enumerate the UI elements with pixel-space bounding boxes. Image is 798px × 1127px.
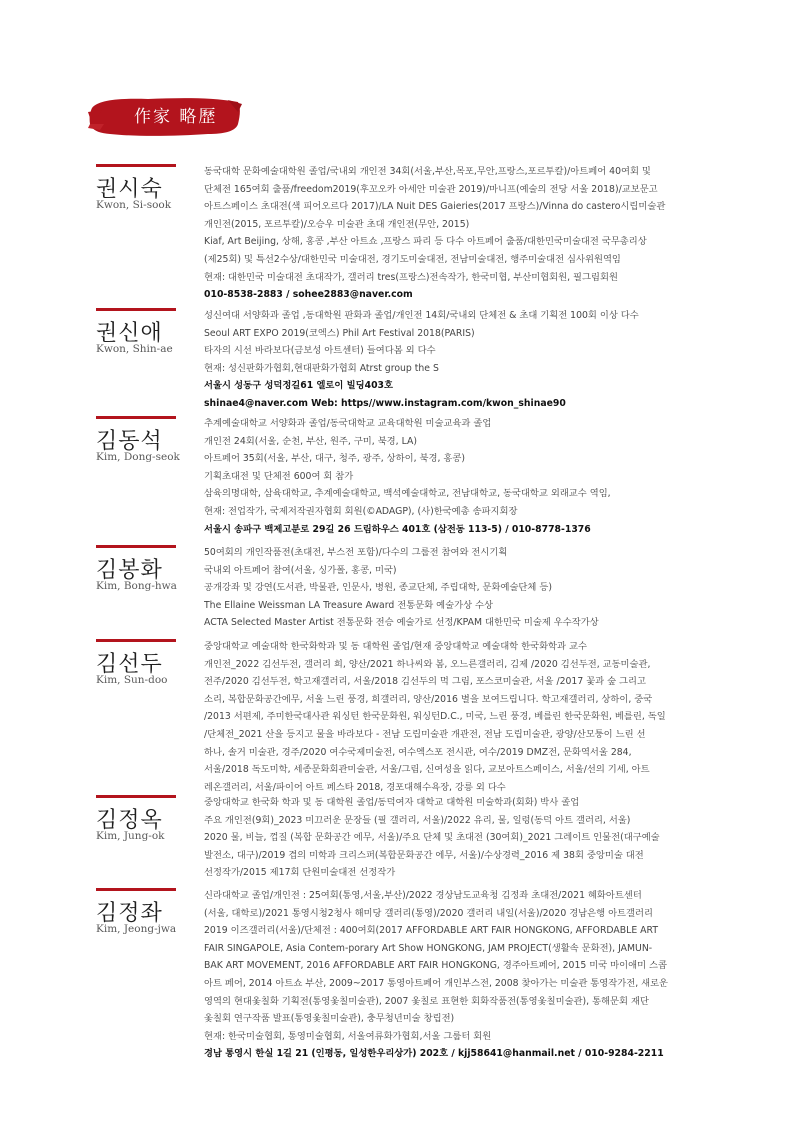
bio-line: (서울, 대학로)/2021 통영시청2청사 해미당 갤러리(통영)/2020 갤러리 내일(서울)/2020 경남은행 아트갤러리	[204, 907, 653, 919]
bio-line: 50여회의 개인작품전(초대전, 부스전 포함)/다수의 그룹전 참여와 전시기획	[204, 547, 508, 558]
bio-line: 추계예술대학교 서양화과 졸업/동국대학교 교육대학원 미술교육과 졸업	[204, 418, 492, 429]
bio-line: 중앙대학교 예술대학 한국화학과 및 동 대학원 졸업/현재 중앙대학교 예술대학 한국화학과 교수	[204, 641, 587, 652]
artist-name: 김정옥	[96, 808, 163, 833]
artist-roman-name: Kim, Bong-hwa	[96, 580, 177, 592]
bio-line: 2020 물, 비늘, 껍질 (복합 문화공간 에무, 서울)/주요 단체 및 초대전 (30여회)_2021 그레이트 인물전(대구예술	[204, 832, 660, 844]
bio-line: The Ellaine Weissman LA Treasure Award 전통문화 예술가상 수상	[204, 599, 493, 611]
address-line: 서울시 성동구 성덕정길61 엘로이 빌딩403호	[204, 380, 393, 392]
artist-roman-name: Kim, Dong-seok	[96, 451, 180, 463]
accent-rule	[96, 164, 176, 167]
bio-line: 현재: 전업작가, 국제저작권자협회 회원(©ADAGP), (사)한국예총 송파지회장	[204, 505, 518, 517]
bio-line: 소리, 복합문화공간에무, 서울 느린 풍경, 희갤러리, 양산/2016 별을 보여드립니다. 학고재갤러리, 상하이, 중국	[204, 693, 653, 705]
accent-rule	[96, 416, 176, 419]
bio-line: 2019 이즈갤러리(서울)/단체전 : 400여회(2017 AFFORDABLE ART FAIR HONGKONG, AFFORDABLE ART	[204, 925, 659, 937]
bio-line: 주요 개인전(9회)_2023 미끄러운 문장들 (필 갤러리, 서울)/2022 유리, 물, 일렁(동덕 아트 갤러리, 서울)	[204, 814, 631, 826]
bio-line: 기획초대전 및 단체전 600여 회 참가	[204, 470, 354, 482]
bio-line: ACTA Selected Master Artist 전통문화 전승 예술가로 선정/KPAM 대한민국 미술제 우수작가상	[204, 617, 599, 629]
artist-bio	[204, 794, 690, 882]
bio-line: FAIR SINGAPOLE, Asia Contem-porary Art Show HONGKONG, JAM PROJECT(생활속 문화전), JAMUN-	[204, 942, 653, 954]
bio-line: 성신여대 서양화과 졸업 ,동대학원 판화과 졸업/개인전 14회/국내외 단체전 & 초대 기획전 100회 이상 다수	[204, 310, 639, 321]
contact-line: 010-8538-2883 / sohee2883@naver.com	[204, 289, 413, 301]
bio-line: 개인전_2022 김선두전, 갤러리 희, 양산/2021 하나씨와 봄, 오느른갤러리, 김제 /2020 김선두전, 교동미술관,	[204, 658, 651, 670]
artist-bio	[204, 887, 690, 1063]
bio-line: 타자의 시선 바라보다(금보성 아트센터) 들여다봄 외 다수	[204, 345, 436, 357]
bio-line: 현재: 성신판화가협회,현대판화가협회 Atrst group the S	[204, 362, 439, 374]
bio-line: 개인전 24회(서울, 순천, 부산, 원주, 구미, 북경, LA)	[204, 435, 417, 447]
bio-line: 삼육의명대학, 삼육대학교, 추계예술대학교, 백석예술대학교, 전남대학교, 동국대학교 외래교수 역임,	[204, 488, 611, 500]
contact-line: 서울시 송파구 백제고분로 29길 26 드림하우스 401호 (삼전동 113-5) / 010-8778-1376	[204, 523, 591, 535]
contact-line: shinae4@naver.com Web: https//www.instagram.com/kwon_shinae90	[204, 397, 566, 409]
accent-rule	[96, 308, 176, 311]
banner-title: 作家 略歷	[134, 107, 218, 127]
artist-name: 김동석	[96, 429, 163, 454]
bio-line: 하나, 솔거 미술관, 경주/2020 여수국제미술전, 여수엑스포 전시관, 여수/2019 DMZ전, 문화역서울 284,	[204, 746, 632, 758]
accent-rule	[96, 639, 176, 642]
bio-line: 공개강좌 및 강연(도서관, 박물관, 인문사, 병원, 종교단체, 주립대학, 문화예술단체 등)	[204, 582, 552, 594]
artist-bio	[204, 163, 690, 304]
section-banner	[88, 94, 242, 138]
bio-line: 레온갤러리, 서울/파이어 아트 페스타 2018, 경포대해수욕장, 강릉 외 다수	[204, 781, 506, 793]
artist-bio	[204, 638, 690, 796]
bio-line: 서울/2018 독도미학, 세종문화회관미술관, 서울/그림, 신여성을 읽다, 교보아트스페이스, 서울/선의 기세, 아트	[204, 764, 650, 776]
bio-line: 국내외 아트페어 참여(서울, 싱가폴, 홍콩, 미국)	[204, 564, 397, 576]
artist-roman-name: Kim, Jung-ok	[96, 830, 165, 842]
artist-roman-name: Kim, Jeong-jwa	[96, 923, 177, 935]
bio-line: 신라대학교 졸업/개인전 : 25여회(통영,서울,부산)/2022 경상남도교육청 김정좌 초대전/2021 혜화아트센터	[204, 890, 642, 901]
bio-line: /단체전_2021 산을 등지고 물을 바라보다 - 전남 도립미술관 개관전, 전남 도립미술관, 광양/산모퉁이 느린 선	[204, 728, 646, 740]
bio-line: 아트 페어, 2014 아트쇼 부산, 2009~2017 통영아트페어 개인부스전, 2008 찾아가는 미술관 통영작가전, 새로운	[204, 977, 669, 989]
bio-line: 아트페어 35회(서울, 부산, 대구, 청주, 광주, 상하이, 북경, 홍콩)	[204, 453, 465, 465]
bio-line: 영역의 현대옻칠화 기획전(통영옻칠미술관), 2007 옻칠로 표현한 회화작품전(통영옻칠미술관), 통해문회 재단	[204, 995, 649, 1007]
artist-roman-name: Kwon, Si-sook	[96, 199, 172, 211]
accent-rule	[96, 888, 176, 891]
contact-line: 경남 통영시 한실 1길 21 (인평동, 일성한우리상가) 202호 / kjj58641@hanmail.net / 010-9284-2211	[204, 1048, 664, 1060]
accent-rule	[96, 545, 176, 548]
artist-name: 김봉화	[96, 558, 163, 583]
bio-line: 개인전(2015, 포르투칼)/오승우 미술관 초대 개인전(무안, 2015)	[204, 218, 470, 230]
bio-line: 단체전 165여회 출품/freedom2019(후꼬오카 아세안 미술관 2019)/마니프(예술의 전당 서울 2018)/교보문고	[204, 183, 658, 195]
artist-bio	[204, 307, 690, 413]
bio-line: 동국대학 문화예술대학원 졸업/국내외 개인전 34회(서울,부산,목포,무안,프랑스,포르투칼)/아트페어 40여회 및	[204, 166, 651, 177]
bio-line: BAK ART MOVEMENT, 2016 AFFORDABLE ART FAIR HONGKONG, 경주아트페어, 2015 미국 마이애미 스콥	[204, 960, 668, 972]
accent-rule	[96, 795, 176, 798]
artist-name: 권신애	[96, 321, 163, 346]
bio-line: Seoul ART EXPO 2019(코엑스) Phil Art Festival 2018(PARIS)	[204, 327, 475, 339]
artist-name: 김정좌	[96, 901, 163, 926]
bio-line: 전주/2020 김선두전, 학고재갤러리, 서울/2018 김선두의 먹 그림, 포스코미술관, 서울 /2017 꽃과 숲 그리고	[204, 676, 646, 688]
bio-line: 선정작가/2015 제17회 단원미술대전 선정작가	[204, 867, 396, 879]
bio-line: 중앙대학교 한국화 학과 및 동 대학원 졸업/동덕여자 대학교 대학원 미술학과(회화) 박사 졸업	[204, 797, 580, 808]
bio-line: 발전소, 대구)/2019 겹의 미학과 크리스퍼(복합문화공간 에무, 서울)/수상경력_2016 제 38회 중앙미술 대전	[204, 849, 644, 861]
bio-line: 현재: 대한민국 미술대전 초대작가, 갤러리 tres(프랑스)전속작가, 한국미협, 부산미협회원, 필그림회원	[204, 271, 618, 283]
bio-line: 옻칠회 연구작품 발표(통영옻칠미술관), 충무청년미술 창립전)	[204, 1013, 455, 1025]
bio-line: Kiaf, Art Beijing, 상해, 홍콩 ,부산 아트쇼 ,프랑스 파리 등 다수 아트페어 출품/대한민국미술대전 국무총리상	[204, 236, 647, 248]
artist-name: 김선두	[96, 652, 163, 677]
artist-bio	[204, 544, 690, 632]
bio-line: 아트스페이스 초대전(색 피어오르다 2017)/LA Nuit DES Gaieries(2017 프랑스)/Vinna do castero시립미술관	[204, 201, 666, 213]
artist-name: 권시숙	[96, 177, 163, 202]
artist-roman-name: Kim, Sun-doo	[96, 674, 168, 686]
bio-line: 현재: 한국미술협회, 통영미술협회, 서울여류화가협회,서울 그룹터 회원	[204, 1030, 492, 1042]
bio-line: (제25회) 및 특선2수상/대한민국 미술대전, 경기도미술대전, 전남미술대전, 행주미술대전 심사위원역임	[204, 253, 621, 265]
artist-roman-name: Kwon, Shin-ae	[96, 343, 173, 355]
artist-bio	[204, 415, 690, 538]
bio-line: /2013 서편제, 주미한국대사관 워싱턴 한국문화원, 워싱턴D.C., 미국, 느린 풍경, 베를린 한국문화원, 베를린, 독일	[204, 711, 666, 723]
